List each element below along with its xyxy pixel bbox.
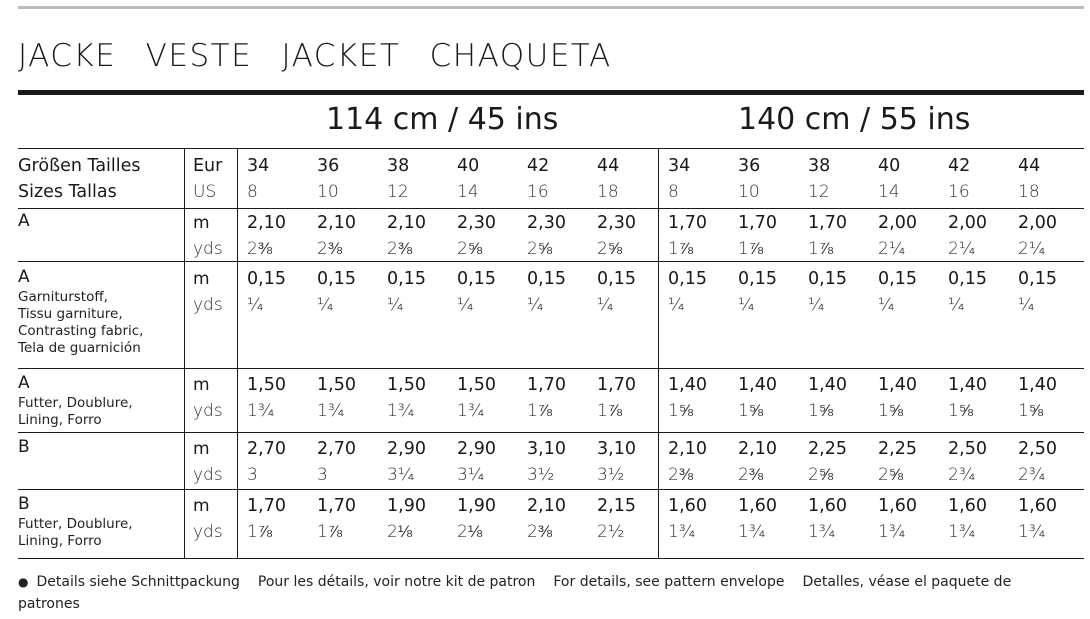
- size-us: 14: [878, 182, 900, 202]
- yardage-cell: [247, 372, 286, 424]
- yardage-cell: [808, 210, 847, 262]
- yardage-cell: [597, 372, 636, 424]
- size-us: 18: [597, 182, 619, 202]
- yards-value: 1⅝: [878, 401, 903, 421]
- yardage-cell: [317, 493, 356, 545]
- yards-value: 2⅝: [878, 465, 903, 485]
- table-rule: [18, 432, 1084, 433]
- meters-value: 0,15: [247, 269, 286, 289]
- meters-value: 1,40: [808, 375, 847, 395]
- meters-value: 2,30: [597, 213, 636, 233]
- yards-value: ¼: [597, 295, 614, 315]
- yardage-cell: [738, 372, 777, 424]
- yardage-cell: [527, 493, 566, 545]
- meters-value: 2,90: [387, 439, 426, 459]
- fabric-description: Garniturstoff,: [18, 289, 108, 305]
- yardage-cell: [457, 266, 496, 318]
- size-header: [808, 153, 830, 205]
- row-label: [18, 372, 133, 429]
- yardage-cell: [808, 436, 847, 488]
- top-rule: [18, 6, 1084, 9]
- meters-value: 3,10: [527, 439, 566, 459]
- yardage-cell: [668, 266, 707, 318]
- meters-value: 1,70: [738, 213, 777, 233]
- size-system-label: [193, 153, 222, 205]
- fabric-description: Lining, Forro: [18, 412, 102, 428]
- meters-value: 1,40: [948, 375, 987, 395]
- meters-value: 1,40: [1018, 375, 1057, 395]
- fabric-width-114-header: 114 cm / 45 ins: [326, 102, 559, 137]
- yards-value: 2⅝: [457, 239, 482, 259]
- table-rule: [18, 148, 1084, 149]
- size-eur: 44: [597, 156, 620, 176]
- yardage-cell: [247, 436, 286, 488]
- fabric-description: Tela de guarnición: [18, 340, 141, 356]
- yardage-cell: [457, 493, 496, 545]
- yards-value: 2⅝: [597, 239, 622, 259]
- meters-value: 1,60: [668, 496, 707, 516]
- width-divider-rule: [658, 148, 659, 558]
- yards-value: 3½: [527, 465, 555, 485]
- yardage-cell: [597, 493, 636, 545]
- size-us: 10: [738, 182, 760, 202]
- size-header: [948, 153, 970, 205]
- yardage-cell: [247, 266, 286, 318]
- yards-value: 1¾: [317, 401, 345, 421]
- yards-value: ¼: [948, 295, 965, 315]
- meters-value: 2,00: [1018, 213, 1057, 233]
- meters-value: 0,15: [597, 269, 636, 289]
- meters-value: 2,10: [527, 496, 566, 516]
- footer-note-fr: Pour les détails, voir notre kit de patron: [257, 574, 536, 590]
- yardage-cell: [1018, 266, 1057, 318]
- meters-value: 1,50: [317, 375, 356, 395]
- unit-label: [193, 266, 223, 318]
- size-header: [527, 153, 549, 205]
- yardage-cell: [597, 266, 636, 318]
- yards-value: 1⅞: [738, 239, 763, 259]
- yardage-cell: [1018, 493, 1057, 545]
- yardage-cell: [948, 372, 987, 424]
- size-us: 10: [317, 182, 339, 202]
- meters-value: 1,40: [878, 375, 917, 395]
- yardage-cell: [738, 493, 777, 545]
- yards-value: 2¼: [1018, 239, 1046, 259]
- yards-value: ¼: [738, 295, 755, 315]
- row-label: [18, 210, 30, 233]
- meters-value: 1,70: [527, 375, 566, 395]
- yards-value: 1⅝: [668, 401, 693, 421]
- fabric-width-140-header: 140 cm / 55 ins: [738, 102, 971, 137]
- yards-value: 1¾: [457, 401, 485, 421]
- meters-value: 0,15: [808, 269, 847, 289]
- bullet-icon: ●: [18, 575, 29, 589]
- yards-value: 2⅜: [317, 239, 342, 259]
- meters-value: 1,60: [738, 496, 777, 516]
- meters-value: 1,40: [668, 375, 707, 395]
- yardage-cell: [1018, 372, 1057, 424]
- yardage-cell: [1018, 436, 1057, 488]
- yards-value: 1¾: [948, 522, 976, 542]
- yardage-cell: [808, 372, 847, 424]
- size-eur: 38: [808, 156, 831, 176]
- fabric-description: Lining, Forro: [18, 533, 102, 549]
- yardage-cell: [317, 372, 356, 424]
- meters-value: 0,15: [738, 269, 777, 289]
- meters-value: 0,15: [527, 269, 566, 289]
- unit-label: [193, 493, 223, 545]
- yards-value: 3½: [597, 465, 625, 485]
- yards-value: 3¼: [387, 465, 415, 485]
- footer-note-de: Details siehe Schnittpackung: [36, 574, 240, 590]
- yardage-cell: [387, 436, 426, 488]
- yards-value: ¼: [668, 295, 685, 315]
- table-rule: [18, 558, 1084, 559]
- fabric-description: Futter, Doublure,: [18, 395, 133, 411]
- yards-value: 1¾: [878, 522, 906, 542]
- meters-value: 0,15: [1018, 269, 1057, 289]
- yardage-cell: [948, 210, 987, 262]
- page-title: JACKE VESTE JACKET CHAQUETA: [18, 38, 612, 74]
- yards-value: 1⅞: [527, 401, 552, 421]
- unit-m: m: [193, 496, 210, 516]
- meters-value: 2,10: [247, 213, 286, 233]
- size-us: 8: [668, 182, 679, 202]
- size-header: [668, 153, 690, 205]
- row-label: [18, 493, 133, 550]
- yardage-cell: [387, 493, 426, 545]
- footer-note-en: For details, see pattern envelope: [553, 574, 785, 590]
- yards-value: 2¾: [1018, 465, 1046, 485]
- unit-yds: yds: [193, 295, 223, 315]
- yardage-cell: [457, 372, 496, 424]
- yardage-cell: [527, 436, 566, 488]
- yardage-cell: [527, 266, 566, 318]
- yards-value: 1¾: [247, 401, 275, 421]
- size-eur: 36: [738, 156, 761, 176]
- view-letter: A: [18, 267, 30, 287]
- yards-value: 2⅛: [387, 522, 412, 542]
- meters-value: 1,60: [948, 496, 987, 516]
- yards-value: ¼: [387, 295, 404, 315]
- yardage-cell: [738, 436, 777, 488]
- yardage-cell: [247, 210, 286, 262]
- meters-value: 0,15: [668, 269, 707, 289]
- size-header: [1018, 153, 1040, 205]
- meters-value: 2,25: [808, 439, 847, 459]
- yardage-cell: [948, 266, 987, 318]
- unit-label: [193, 436, 223, 488]
- meters-value: 2,15: [597, 496, 636, 516]
- size-eur: 44: [1018, 156, 1041, 176]
- yards-value: 1¾: [808, 522, 836, 542]
- size-us: 18: [1018, 182, 1040, 202]
- meters-value: 1,70: [597, 375, 636, 395]
- meters-value: 1,60: [1018, 496, 1057, 516]
- yards-value: 1⅝: [738, 401, 763, 421]
- size-header: [878, 153, 900, 205]
- meters-value: 1,70: [808, 213, 847, 233]
- yards-value: 2¼: [878, 239, 906, 259]
- sizes-column-rule: [237, 148, 238, 558]
- size-header: [597, 153, 619, 205]
- unit-label: [193, 210, 223, 262]
- size-eur: 34: [247, 156, 270, 176]
- meters-value: 1,70: [317, 496, 356, 516]
- yards-value: 2⅛: [457, 522, 482, 542]
- meters-value: 2,50: [948, 439, 987, 459]
- yards-value: ¼: [1018, 295, 1035, 315]
- size-eur: 36: [317, 156, 340, 176]
- size-eur: 34: [668, 156, 691, 176]
- meters-value: 0,15: [387, 269, 426, 289]
- unit-m: m: [193, 269, 210, 289]
- yardage-cell: [317, 266, 356, 318]
- unit-yds: yds: [193, 465, 223, 485]
- meters-value: 1,60: [878, 496, 917, 516]
- meters-value: 2,30: [457, 213, 496, 233]
- size-header: [457, 153, 479, 205]
- meters-value: 1,40: [738, 375, 777, 395]
- meters-value: 3,10: [597, 439, 636, 459]
- size-us: 16: [948, 182, 970, 202]
- meters-value: 1,70: [668, 213, 707, 233]
- yards-value: 1⅞: [808, 239, 833, 259]
- unit-m: m: [193, 439, 210, 459]
- yardage-cell: [878, 210, 917, 262]
- size-us: 12: [808, 182, 830, 202]
- size-eur: 40: [457, 156, 480, 176]
- yardage-cell: [387, 266, 426, 318]
- yardage-cell: [527, 210, 566, 262]
- yardage-cell: [457, 436, 496, 488]
- meters-value: 0,15: [878, 269, 917, 289]
- meters-value: 1,50: [387, 375, 426, 395]
- yards-value: 1⅝: [1018, 401, 1043, 421]
- size-header: [317, 153, 339, 205]
- yardage-cell: [668, 210, 707, 262]
- yards-value: 1¾: [738, 522, 766, 542]
- eur-label: Eur: [193, 156, 223, 176]
- yardage-cell: [948, 436, 987, 488]
- meters-value: 2,70: [317, 439, 356, 459]
- yards-value: ¼: [457, 295, 474, 315]
- meters-value: 2,00: [948, 213, 987, 233]
- meters-value: 2,90: [457, 439, 496, 459]
- size-us: 16: [527, 182, 549, 202]
- size-eur: 42: [948, 156, 971, 176]
- meters-value: 1,50: [247, 375, 286, 395]
- view-letter: A: [18, 211, 30, 231]
- meters-value: 2,10: [668, 439, 707, 459]
- view-letter: B: [18, 494, 30, 514]
- yards-value: 2⅝: [808, 465, 833, 485]
- us-label: US: [193, 182, 217, 202]
- unit-m: m: [193, 375, 210, 395]
- unit-yds: yds: [193, 401, 223, 421]
- yards-value: 1⅞: [247, 522, 272, 542]
- yardage-cell: [738, 210, 777, 262]
- view-letter: B: [18, 437, 30, 457]
- size-eur: 38: [387, 156, 410, 176]
- meters-value: 0,15: [317, 269, 356, 289]
- meters-value: 2,70: [247, 439, 286, 459]
- yards-value: 1⅝: [948, 401, 973, 421]
- unit-m: m: [193, 213, 210, 233]
- size-header: [247, 153, 269, 205]
- yards-value: 2⅜: [247, 239, 272, 259]
- yardage-cell: [317, 210, 356, 262]
- yards-value: ¼: [247, 295, 264, 315]
- yards-value: 2¼: [948, 239, 976, 259]
- footer-notes: [18, 571, 1078, 615]
- meters-value: 2,50: [1018, 439, 1057, 459]
- yards-value: 3: [247, 465, 258, 485]
- unit-yds: yds: [193, 239, 223, 259]
- meters-value: 2,00: [878, 213, 917, 233]
- yards-value: ¼: [317, 295, 334, 315]
- yardage-cell: [597, 436, 636, 488]
- yards-value: 2½: [597, 522, 625, 542]
- yardage-cell: [878, 436, 917, 488]
- yardage-cell: [247, 493, 286, 545]
- meters-value: 1,90: [457, 496, 496, 516]
- yards-value: 1⅞: [597, 401, 622, 421]
- yardage-cell: [387, 372, 426, 424]
- yardage-cell: [808, 493, 847, 545]
- size-eur: 42: [527, 156, 550, 176]
- meters-value: 1,70: [247, 496, 286, 516]
- meters-value: 2,25: [878, 439, 917, 459]
- yards-value: 2¾: [948, 465, 976, 485]
- footer-note-es: Detalles, véase el paquete de patrones: [18, 574, 1012, 612]
- yardage-cell: [668, 493, 707, 545]
- yards-value: 2⅝: [527, 239, 552, 259]
- yardage-cell: [597, 210, 636, 262]
- size-us: 12: [387, 182, 409, 202]
- yards-value: ¼: [878, 295, 895, 315]
- table-rule: [18, 489, 1084, 490]
- yards-value: 1¾: [387, 401, 415, 421]
- yards-value: ¼: [808, 295, 825, 315]
- yardage-cell: [317, 436, 356, 488]
- size-header: [387, 153, 409, 205]
- yardage-cell: [457, 210, 496, 262]
- yards-value: 3¼: [457, 465, 485, 485]
- size-us: 14: [457, 182, 479, 202]
- meters-value: 1,50: [457, 375, 496, 395]
- size-us: 8: [247, 182, 258, 202]
- unit-label: [193, 372, 223, 424]
- unit-yds: yds: [193, 522, 223, 542]
- meters-value: 0,15: [457, 269, 496, 289]
- yards-value: ¼: [527, 295, 544, 315]
- row-label: [18, 266, 143, 357]
- yards-value: 3: [317, 465, 328, 485]
- row-label: [18, 436, 30, 459]
- yardage-cell: [738, 266, 777, 318]
- yardage-cell: [527, 372, 566, 424]
- size-label: [18, 153, 141, 205]
- meters-value: 2,10: [738, 439, 777, 459]
- unit-column-rule: [184, 148, 185, 558]
- yardage-cell: [1018, 210, 1057, 262]
- yards-value: 1¾: [1018, 522, 1046, 542]
- meters-value: 2,30: [527, 213, 566, 233]
- fabric-description: Tissu garniture,: [18, 306, 123, 322]
- size-label-line1: Größen Tailles: [18, 156, 141, 176]
- size-label-line2: Sizes Tallas: [18, 182, 117, 202]
- meters-value: 2,10: [387, 213, 426, 233]
- yardage-cell: [878, 372, 917, 424]
- meters-value: 0,15: [948, 269, 987, 289]
- yardage-cell: [668, 436, 707, 488]
- meters-value: 1,90: [387, 496, 426, 516]
- yards-value: 1⅞: [668, 239, 693, 259]
- meters-value: 2,10: [317, 213, 356, 233]
- yards-value: 2⅜: [527, 522, 552, 542]
- yards-value: 2⅜: [668, 465, 693, 485]
- yardage-cell: [668, 372, 707, 424]
- size-eur: 40: [878, 156, 901, 176]
- size-header: [738, 153, 760, 205]
- yards-value: 1⅝: [808, 401, 833, 421]
- table-rule: [18, 368, 1084, 369]
- yards-value: 2⅜: [738, 465, 763, 485]
- table-rule: [18, 208, 1084, 209]
- yards-value: 1¾: [668, 522, 696, 542]
- yardage-cell: [878, 493, 917, 545]
- title-underline: [18, 90, 1084, 95]
- view-letter: A: [18, 373, 30, 393]
- meters-value: 1,60: [808, 496, 847, 516]
- fabric-description: Futter, Doublure,: [18, 516, 133, 532]
- yardage-cell: [387, 210, 426, 262]
- yards-value: 1⅞: [317, 522, 342, 542]
- yardage-cell: [808, 266, 847, 318]
- yards-value: 2⅜: [387, 239, 412, 259]
- fabric-description: Contrasting fabric,: [18, 323, 144, 339]
- yardage-cell: [948, 493, 987, 545]
- yardage-cell: [878, 266, 917, 318]
